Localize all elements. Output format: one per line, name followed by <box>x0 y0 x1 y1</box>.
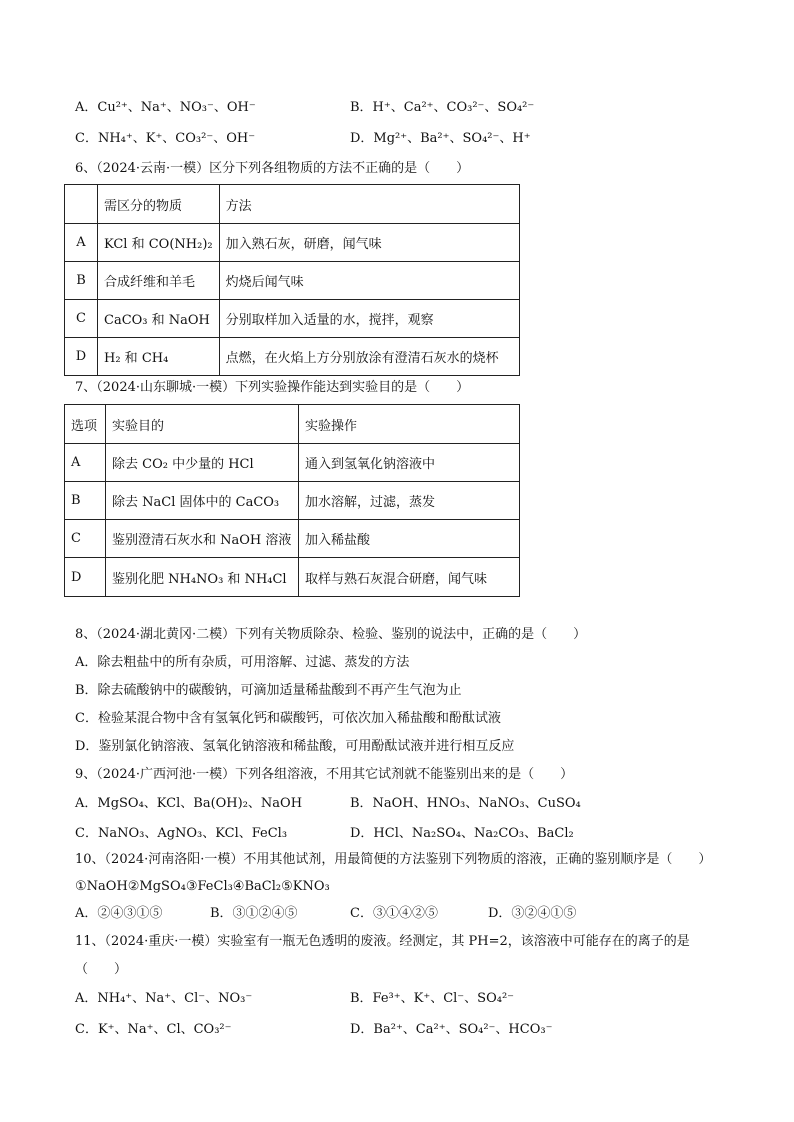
q11-stem-paren: （ ） <box>75 962 128 977</box>
q5-option-b: B．H⁺、Ca²⁺、CO₃²⁻、SO₄²⁻ <box>350 100 535 115</box>
q6-stem: 6、（2024·云南·一模）区分下列各组物质的方法不正确的是（ ） <box>75 161 470 176</box>
table-cell: C <box>65 520 106 558</box>
table-cell: 加入熟石灰，研磨，闻气味 <box>219 224 519 262</box>
q8-option-c: C．检验某混合物中含有氢氧化钙和碳酸钙，可依次加入稀盐酸和酚酞试液 <box>75 711 501 726</box>
table-cell: 取样与熟石灰混合研磨，闻气味 <box>299 558 520 597</box>
table-cell: 鉴别澄清石灰水和 NaOH 溶液 <box>106 520 299 558</box>
table-row <box>65 405 520 444</box>
q10-option-b: B．③①②④⑤ <box>210 906 298 921</box>
table-cell: D <box>65 558 106 597</box>
q6-table <box>64 184 520 376</box>
table-cell: 合成纤维和羊毛 <box>98 262 220 300</box>
q5-option-d: D．Mg²⁺、Ba²⁺、SO₄²⁻、H⁺ <box>350 131 531 146</box>
q9-option-b: B．NaOH、HNO₃、NaNO₃、CuSO₄ <box>350 796 581 811</box>
table-cell: A <box>65 224 98 262</box>
table-row <box>65 262 520 300</box>
q8-option-b: B．除去硫酸钠中的碳酸钠，可滴加适量稀盐酸到不再产生气泡为止 <box>75 683 462 698</box>
table-row <box>65 224 520 262</box>
q8-option-d: D．鉴别氯化钠溶液、氢氧化钠溶液和稀盐酸，可用酚酞试液并进行相互反应 <box>75 739 515 754</box>
table-row <box>65 444 520 482</box>
q11-option-d: D．Ba²⁺、Ca²⁺、SO₄²⁻、HCO₃⁻ <box>350 1022 553 1037</box>
table-cell: 鉴别化肥 NH₄NO₃ 和 NH₄Cl <box>106 558 299 597</box>
table-cell: 点燃，在火焰上方分别放涂有澄清石灰水的烧杯 <box>219 338 519 376</box>
q9-option-d: D．HCl、Na₂SO₄、Na₂CO₃、BaCl₂ <box>350 826 574 841</box>
table-cell: B <box>65 262 98 300</box>
q11-option-c: C．K⁺、Na⁺、Cl、CO₃²⁻ <box>75 1022 232 1037</box>
q11-option-a: A．NH₄⁺、Na⁺、Cl⁻、NO₃⁻ <box>75 991 253 1006</box>
table-row <box>65 558 520 597</box>
q10-stem: 10、（2024·河南洛阳·一模）不用其他试剂，用最简便的方法鉴别下列物质的溶液，正确的鉴别顺序是（ ） <box>75 852 712 867</box>
table-cell: 加入稀盐酸 <box>299 520 520 558</box>
table-cell: 除去 NaCl 固体中的 CaCO₃ <box>106 482 299 520</box>
table-cell <box>65 185 98 224</box>
table-cell: 加水溶解，过滤，蒸发 <box>299 482 520 520</box>
q9-stem: 9、（2024·广西河池·一模）下列各组溶液，不用其它试剂就不能鉴别出来的是（ ） <box>75 767 574 782</box>
table-header: 需区分的物质 <box>98 185 220 224</box>
table-cell: D <box>65 338 98 376</box>
table-row <box>65 300 520 338</box>
table-header: 选项 <box>65 405 106 444</box>
table-cell: KCl 和 CO(NH₂)₂ <box>98 224 220 262</box>
q10-option-d: D．③②④①⑤ <box>488 906 577 921</box>
table-cell: 分别取样加入适量的水，搅拌，观察 <box>219 300 519 338</box>
table-cell: B <box>65 482 106 520</box>
table-row <box>65 482 520 520</box>
table-row <box>65 185 520 224</box>
q10-option-a: A．②④③①⑤ <box>75 906 163 921</box>
table-cell: CaCO₃ 和 NaOH <box>98 300 220 338</box>
table-header: 方法 <box>219 185 519 224</box>
q7-table <box>64 404 520 597</box>
table-cell: A <box>65 444 106 482</box>
table-header: 实验操作 <box>299 405 520 444</box>
table-cell: 灼烧后闻气味 <box>219 262 519 300</box>
table-cell: H₂ 和 CH₄ <box>98 338 220 376</box>
q10-items: ①NaOH②MgSO₄③FeCl₃④BaCl₂⑤KNO₃ <box>75 879 330 894</box>
q7-stem: 7、（2024·山东聊城·一模）下列实验操作能达到实验目的是（ ） <box>75 380 470 395</box>
q10-option-c: C．③①④②⑤ <box>350 906 438 921</box>
q8-option-a: A．除去粗盐中的所有杂质，可用溶解、过滤、蒸发的方法 <box>75 655 410 670</box>
table-cell: 除去 CO₂ 中少量的 HCl <box>106 444 299 482</box>
table-header: 实验目的 <box>106 405 299 444</box>
q8-stem: 8、（2024·湖北黄冈·二模）下列有关物质除杂、检验、鉴别的说法中，正确的是（ ） <box>75 627 587 642</box>
q5-option-c: C．NH₄⁺、K⁺、CO₃²⁻、OH⁻ <box>75 131 256 146</box>
q9-option-c: C．NaNO₃、AgNO₃、KCl、FeCl₃ <box>75 826 288 841</box>
q9-option-a: A．MgSO₄、KCl、Ba(OH)₂、NaOH <box>75 796 303 811</box>
q5-option-a: A．Cu²⁺、Na⁺、NO₃⁻、OH⁻ <box>75 100 256 115</box>
table-cell: 通入到氢氧化钠溶液中 <box>299 444 520 482</box>
q11-stem: 11、（2024·重庆·一模）实验室有一瓶无色透明的废液。经测定，其 PH=2，该溶液中可能存在的离子的是 <box>75 934 690 949</box>
table-row <box>65 338 520 376</box>
table-row <box>65 520 520 558</box>
q11-option-b: B．Fe³⁺、K⁺、Cl⁻、SO₄²⁻ <box>350 991 515 1006</box>
table-cell: C <box>65 300 98 338</box>
